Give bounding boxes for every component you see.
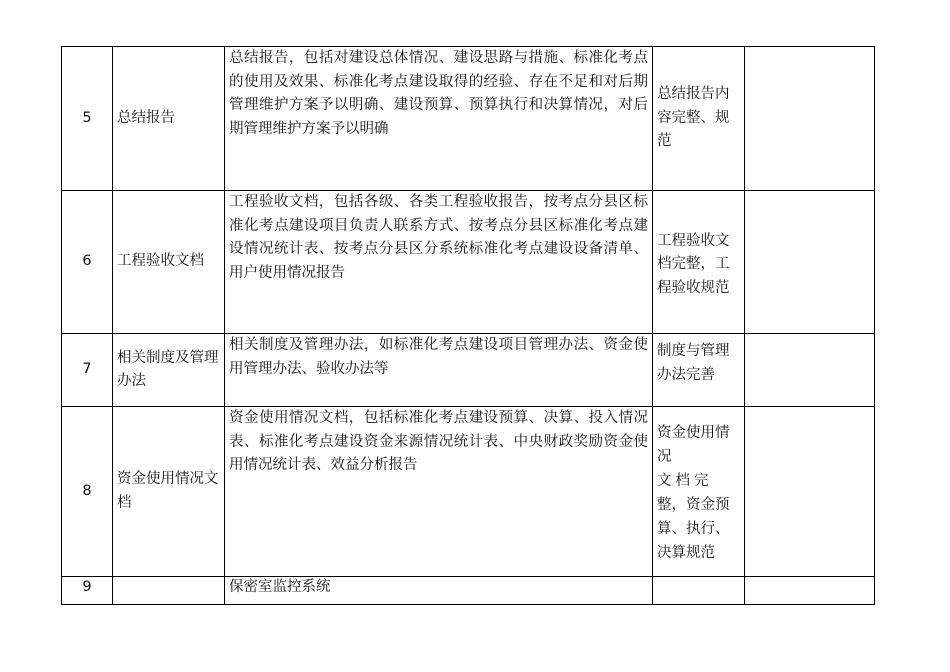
row-number: 8 xyxy=(62,407,113,577)
item-content: 相关制度及管理办法，如标准化考点建设项目管理办法、资金使用管理办法、验收办法等 xyxy=(225,334,653,407)
item-name: 资金使用情况文档 xyxy=(113,407,225,577)
score-cell xyxy=(745,191,875,334)
row-number: 6 xyxy=(62,191,113,334)
score-cell xyxy=(745,577,875,605)
table-row xyxy=(62,191,875,334)
score-cell xyxy=(745,334,875,407)
acceptance-table xyxy=(61,46,875,605)
acceptance-standard: 制度与管理办法完善 xyxy=(653,334,745,407)
item-name xyxy=(113,577,225,605)
item-name: 工程验收文档 xyxy=(113,191,225,334)
row-number: 7 xyxy=(62,334,113,407)
standard-line-3: 整，资金预算、执行、决算规范 xyxy=(657,497,730,561)
acceptance-standard: 工程验收文档完整，工程验收规范 xyxy=(653,191,745,334)
standard-line-1: 资金使用情况 xyxy=(657,425,730,465)
score-cell xyxy=(745,407,875,577)
score-cell xyxy=(745,47,875,191)
item-content: 资金使用情况文档，包括标准化考点建设预算、决算、投入情况表、标准化考点建设资金来源情况统计表、中央财政奖励资金使用情况统计表、效益分析报告 xyxy=(225,407,653,577)
table-row xyxy=(62,47,875,191)
item-name: 总结报告 xyxy=(113,47,225,191)
item-content: 工程验收文档，包括各级、各类工程验收报告，按考点分县区标准化考点建设项目负责人联系方式、按考点分县区标准化考点建设情况统计表、按考点分县区分系统标准化考点建设设备清单、用户使用情况报告 xyxy=(225,191,653,334)
item-name: 相关制度及管理办法 xyxy=(113,334,225,407)
item-content: 总结报告，包括对建设总体情况、建设思路与措施、标准化考点的使用及效果、标准化考点建设取得的经验、存在不足和对后期管理维护方案予以明确、建设预算、预算执行和决算情况，对后期管理维护方案予以明确 xyxy=(225,47,653,191)
table-row xyxy=(62,577,875,605)
row-number: 9 xyxy=(62,577,113,605)
acceptance-standard xyxy=(653,577,745,605)
row-number: 5 xyxy=(62,47,113,191)
acceptance-standard: 总结报告内容完整、规范 xyxy=(653,47,745,191)
standard-line-2: 文档完 xyxy=(657,473,713,489)
acceptance-standard xyxy=(653,407,745,577)
item-content: 保密室监控系统 xyxy=(225,577,653,605)
table-row xyxy=(62,407,875,577)
table-row xyxy=(62,334,875,407)
